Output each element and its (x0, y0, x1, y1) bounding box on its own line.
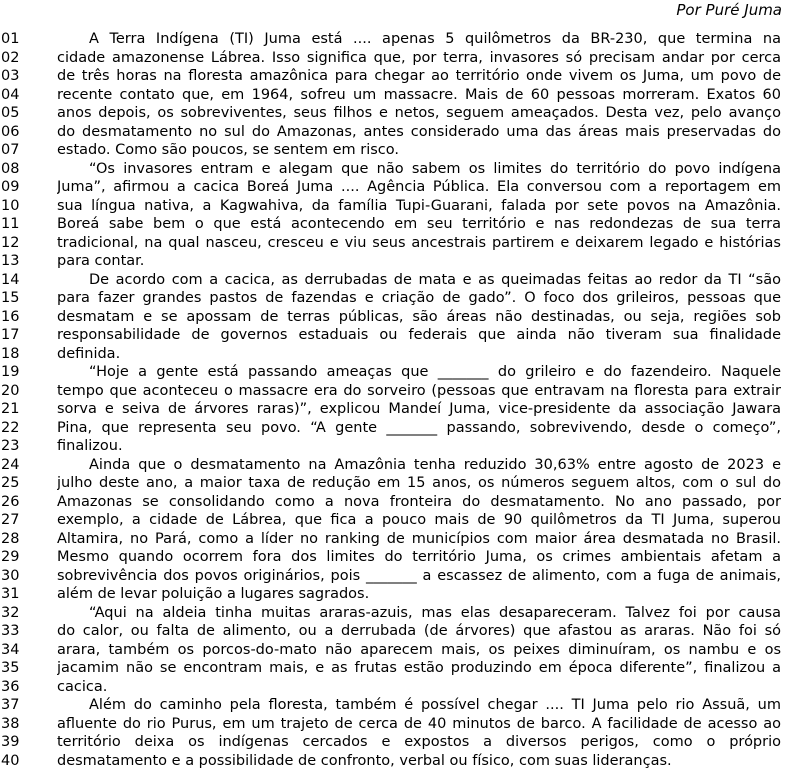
line-text: De acordo com a cacica, as derrubadas de mata e as queimadas feitas ao redor da TI “são (89, 271, 781, 288)
line-number: 17 (1, 327, 20, 343)
line-text: “Hoje a gente está passando ameaças que _______ do grileiro e do fazendeiro. Naquele (89, 364, 781, 380)
line-text: Boreá sabe bem o que está acontecendo em seu território e nas redondezas de sua terra (57, 216, 781, 232)
line-text: sobrevivência dos povos originários, pois _______ a escassez de alimento, com a fuga de animais, (57, 567, 781, 584)
line-number: 09 (1, 179, 20, 195)
text-line (0, 622, 788, 641)
text-line (0, 345, 788, 364)
line-number: 13 (1, 253, 20, 269)
text-line (0, 234, 788, 253)
text-line (0, 271, 788, 290)
line-text: recente contato que, em 1964, sofreu um massacre. Mais de 60 pessoas morreram. Exatos 60 (57, 86, 781, 103)
line-number: 06 (1, 123, 20, 140)
text-line (0, 215, 788, 234)
text-line (0, 678, 788, 697)
text-line (0, 752, 788, 771)
line-number: 10 (1, 197, 20, 214)
byline: Por Puré Juma (676, 1, 782, 19)
line-number: 08 (1, 160, 20, 177)
line-text: Mesmo quando ocorrem fora dos limites do território Juma, os crimes ambientais afetam a (57, 549, 781, 565)
text-line (0, 49, 788, 68)
text-line (0, 715, 788, 734)
line-text: desmatamento e a possibilidade de confronto, verbal ou físico, com suas lideranças. (57, 752, 672, 769)
text-line (0, 252, 788, 271)
line-number: 20 (1, 382, 20, 399)
line-text: sorva e seiva de árvores raras)”, explicou Mandeí Juma, vice-presidente da associação Jawara (57, 401, 781, 417)
line-number: 37 (1, 697, 20, 713)
line-number: 04 (1, 86, 20, 103)
line-number: 40 (1, 752, 20, 769)
line-text: Além do caminho pela floresta, também é possível chegar .... TI Juma pelo rio Assuã, um (89, 697, 781, 713)
line-number: 32 (1, 604, 20, 621)
line-number: 36 (1, 678, 20, 695)
text-line (0, 567, 788, 586)
line-number: 34 (1, 641, 20, 658)
line-text: jacamim não se encontram mais, e as frutas estão produzindo em época diferente”, finalizou a (57, 660, 781, 676)
line-text: cidade amazonense Lábrea. Isso significa que, por terra, invasores só precisam andar por cerca (57, 49, 781, 66)
line-number: 22 (1, 419, 20, 436)
line-text: exemplo, a cidade de Lábrea, que fica a pouco mais de 90 quilômetros da TI Juma, superou (57, 512, 781, 528)
line-number: 03 (1, 68, 20, 84)
line-text: finalizou. (57, 438, 123, 454)
text-line (0, 696, 788, 715)
line-text: território deixa os indígenas cercados e expostos a diversos perigos, como o próprio (57, 734, 781, 750)
text-line (0, 530, 788, 549)
line-text: A Terra Indígena (TI) Juma está .... apenas 5 quilômetros da BR-230, que termina na (89, 31, 781, 47)
line-number: 02 (1, 49, 20, 66)
line-number: 28 (1, 530, 20, 547)
line-number: 30 (1, 567, 20, 584)
line-text: tradicional, na qual nasceu, cresceu e viu seus ancestrais partirem e deixarem legado e histórias (57, 234, 781, 251)
line-number: 01 (1, 31, 20, 47)
line-text: Ainda que o desmatamento na Amazônia tenha reduzido 30,63% entre agosto de 2023 e (89, 456, 781, 473)
line-number: 29 (1, 549, 20, 565)
line-number: 19 (1, 364, 20, 380)
line-number: 24 (1, 456, 20, 473)
text-line (0, 659, 788, 678)
line-text: afluente do rio Purus, em um trajeto de cerca de 40 minutos de barco. A facilidade de acesso ao (57, 715, 781, 732)
line-text: Amazonas se consolidando como a nova fronteira do desmatamento. No ano passado, por (57, 493, 781, 510)
line-text: desmatam e se apossam de terras públicas, são áreas não destinadas, ou seja, regiões sob (57, 308, 781, 325)
text-line (0, 67, 788, 86)
text-line (0, 289, 788, 308)
text-line (0, 326, 788, 345)
line-number: 26 (1, 493, 20, 510)
line-text: “Aqui na aldeia tinha muitas araras-azuis, mas elas desapareceram. Talvez foi por causa (89, 604, 781, 621)
text-line (0, 104, 788, 123)
line-text: tempo que aconteceu o massacre era do sorveiro (pessoas que entravam na floresta para extrair (57, 382, 781, 399)
line-number: 12 (1, 234, 20, 251)
line-text: definida. (57, 345, 121, 362)
text-line (0, 382, 788, 401)
line-text: anos depois, os sobreviventes, seus filhos e netos, seguem ameaçados. Desta vez, pelo avanço (57, 105, 781, 121)
text-line (0, 30, 788, 49)
line-number: 27 (1, 512, 20, 528)
line-number: 23 (1, 438, 20, 454)
line-number: 38 (1, 715, 20, 732)
line-number: 18 (1, 345, 20, 362)
text-line (0, 474, 788, 493)
text-line (0, 733, 788, 752)
text-line (0, 363, 788, 382)
line-number: 11 (1, 216, 20, 232)
text-line (0, 123, 788, 142)
line-text: estado. Como são poucos, se sentem em risco. (57, 142, 399, 158)
text-line (0, 511, 788, 530)
line-text: Pina, que representa seu povo. “A gente _______ passando, sobrevivendo, desde o começo”, (57, 419, 781, 436)
text-line (0, 456, 788, 475)
line-number: 16 (1, 308, 20, 325)
line-number: 07 (1, 142, 20, 158)
line-text: para contar. (57, 253, 145, 269)
text-line (0, 400, 788, 419)
text-line (0, 641, 788, 660)
line-text: Juma”, afirmou a cacica Boreá Juma .... Agência Pública. Ela conversou com a reportagem em (57, 179, 781, 195)
line-text: Altamira, no Pará, como a líder no ranking de municípios com maior área desmatada no Brasil. (57, 530, 781, 547)
line-text: arara, também os porcos-do-mato não aparecem mais, os peixes diminuíram, os nambu e os (57, 641, 781, 658)
text-line (0, 419, 788, 438)
text-line (0, 548, 788, 567)
document-body (0, 30, 788, 770)
text-line (0, 197, 788, 216)
line-text: julho deste ano, a maior taxa de redução em 15 anos, os números seguem altos, com o sul do (57, 475, 781, 491)
line-number: 25 (1, 475, 20, 491)
line-number: 35 (1, 660, 20, 676)
line-number: 14 (1, 271, 20, 288)
text-line (0, 493, 788, 512)
line-text: “Os invasores entram e alegam que não sabem os limites do território do povo indígena (89, 160, 781, 177)
text-line (0, 585, 788, 604)
text-line (0, 178, 788, 197)
line-text: para fazer grandes pastos de fazendas e criação de gado”. O foco dos grileiros, pessoas que (57, 290, 781, 306)
line-text: do calor, ou falta de alimento, ou a derrubada (de árvores) que afastou as araras. Não foi só (57, 623, 781, 639)
text-line (0, 141, 788, 160)
text-line (0, 86, 788, 105)
line-text: do desmatamento no sul do Amazonas, antes considerado uma das áreas mais preservadas do (57, 123, 781, 140)
line-number: 05 (1, 105, 20, 121)
text-line (0, 604, 788, 623)
line-text: cacica. (57, 678, 108, 695)
line-text: sua língua nativa, a Kagwahiva, da família Tupi-Guarani, falada por sete povos na Amazônia. (57, 197, 781, 214)
line-number: 15 (1, 290, 20, 306)
line-number: 21 (1, 401, 20, 417)
line-number: 33 (1, 623, 20, 639)
text-line (0, 437, 788, 456)
line-number: 39 (1, 734, 20, 750)
text-line (0, 308, 788, 327)
text-line (0, 160, 788, 179)
line-number: 31 (1, 586, 20, 602)
line-text: além de levar poluição a lugares sagrados. (57, 586, 370, 602)
line-text: de três horas na floresta amazônica para chegar ao território onde vivem os Juma, um povo de (57, 68, 781, 84)
line-text: responsabilidade de governos estaduais ou federais que ainda não tiveram sua finalidade (57, 327, 781, 343)
